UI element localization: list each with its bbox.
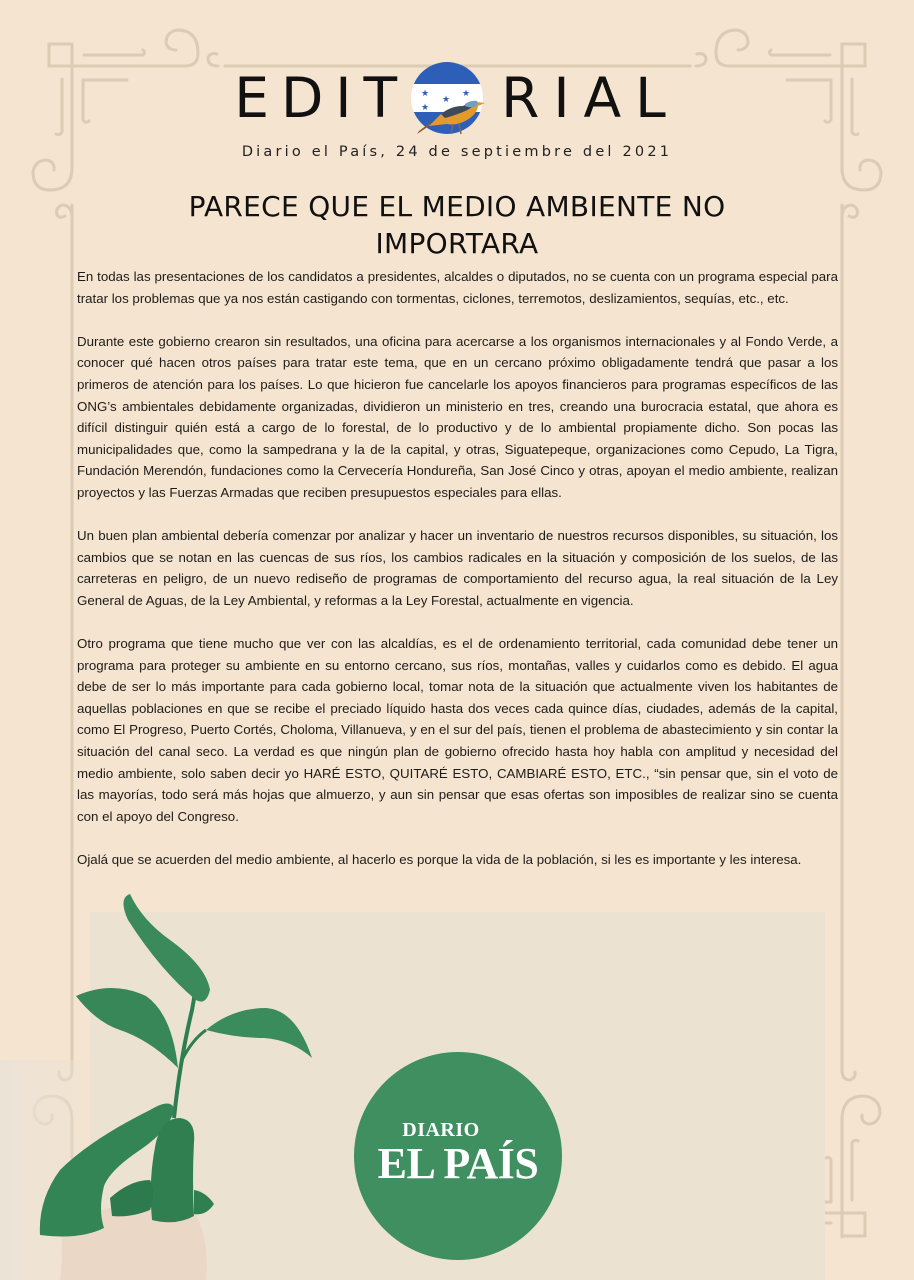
article-paragraph: Un buen plan ambiental debería comenzar por analizar y hacer un inventario de nuestros recursos disponibles, su situación, los cambios que se notan en las cuencas de sus ríos, los cambios radicales en la situación y composición de los suelos, de las carreteras en peligro, de un nuevo rediseño de programas de comportamiento del recurso agua, la real situación de la Ley General de Aguas, de la Ley Ambiental, y reformas a la Ley Forestal, actualmente en vigencia. <box>77 528 838 608</box>
masthead <box>0 58 914 138</box>
diario-el-pais-logo <box>354 1052 562 1260</box>
article-paragraph: En todas las presentaciones de los candidatos a presidentes, alcaldes o diputados, no se cuenta con un programa especial para tratar los problemas que ya nos están castigando con tormentas, ciclones, terremotos, deslizamientos, sequías, etc., etc. <box>77 269 838 306</box>
masthead-title-right: RIAL <box>501 65 680 130</box>
honduras-flag-with-bird-icon <box>407 58 491 138</box>
article-paragraph: Durante este gobierno crearon sin resultados, una oficina para acercarse a los organismos internacionales y al Fondo Verde, a conocer qué hacen otros países para tratar este tema, que en un cercano próximo obligadamente tendrá que pasar a los primeros de atención para los países. Lo que hicieron fue cancelarle los apoyos financieros para programas específicos de las ONG’s ambientales debidamente organizadas, dividieron un ministerio en tres, creando una burocracia estatal, que ahora es difícil distinguir quién está a cargo de lo forestal, de lo productivo y de lo ambiental propiamente dicho. Son pocas las municipalidades que, como la sampedrana y la de la capital, y otras, Siguatepeque, organizaciones como Cepudo, La Tigra, Fundación Merendón, fundaciones como la Cervecería Hondureña, San José Cinco y otras, apoyan el medio ambiente, realizan proyectos y las Fuerzas Armadas que reciben presupuestos especiales para ellas. <box>77 333 838 500</box>
article-headline: PARECE QUE EL MEDIO AMBIENTE NO IMPORTARA <box>188 190 726 260</box>
svg-text:★: ★ <box>442 95 451 105</box>
svg-text:★: ★ <box>462 89 471 99</box>
green-hand-holding-plant-icon <box>0 880 360 1280</box>
svg-text:★: ★ <box>421 103 430 113</box>
logo-bottom-text: EL PAÍS <box>377 1139 539 1188</box>
masthead-title-left: EDIT <box>234 65 410 130</box>
article-body <box>77 266 838 892</box>
svg-text:★: ★ <box>421 89 430 99</box>
article-paragraph: Ojalá que se acuerden del medio ambiente, al hacerlo es porque la vida de la población, si les es importante y les interesa. <box>77 852 802 868</box>
dateline: Diario el País, 24 de septiembre del 2021 <box>241 144 673 160</box>
logo-top-text: DIARIO <box>402 1119 480 1141</box>
article-paragraph: Otro programa que tiene mucho que ver con las alcaldías, es el de ordenamiento territorial, cada comunidad debe tener un programa para proteger su ambiente en su entorno cercano, sus ríos, montañas, valles y cuidarlos como es debido. El agua debe de ser lo más importante para cada gobierno local, tomar nota de la situación que actualmente viven los habitantes de aquellas poblaciones en que se recibe el preciado líquido hasta dos veces cada quince días, ciudades, además de la capital, como El Progreso, Puerto Cortés, Choloma, Villanueva, y en el sur del país, tienen el problema de abastecimiento y sin contar la situación del canal seco. La verdad es que ningún plan de gobierno ofrecido hasta hoy habla con amplitud y necesidad del medio ambiente, solo saben decir yo HARÉ ESTO, QUITARÉ ESTO, CAMBIARÉ ESTO, ETC., “sin pensar que, sin el voto de las mayorías, todo será más hojas que almuerzo, y aun sin pensar que esas ofertas son imposibles de realizar sino se cuenta con el apoyo del Congreso. <box>77 636 838 824</box>
